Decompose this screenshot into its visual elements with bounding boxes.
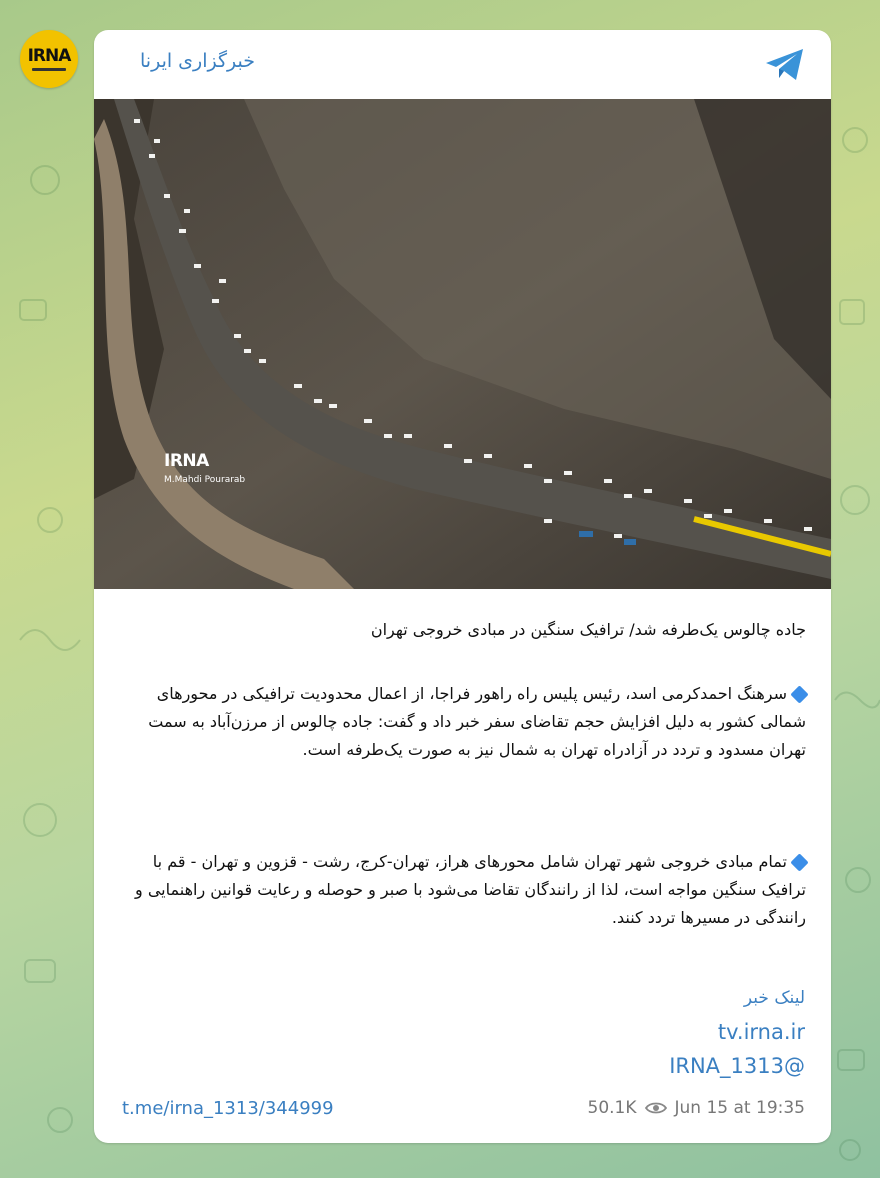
- message-header: [94, 30, 831, 100]
- telegram-icon[interactable]: [764, 48, 806, 82]
- avatar-logo-underline: [32, 68, 66, 71]
- blue-diamond-icon: [790, 685, 808, 703]
- tv-link[interactable]: tv.irna.ir: [717, 1020, 805, 1044]
- photo-watermark: [164, 451, 245, 485]
- aerial-road-image: [94, 99, 831, 589]
- post-paragraph-1: [130, 680, 806, 764]
- post-timestamp: Jun 15 at 19:35: [674, 1098, 805, 1118]
- view-count: 50.1K: [587, 1098, 637, 1118]
- post-meta: [588, 1098, 805, 1118]
- message-card: [94, 30, 831, 1143]
- news-link-label[interactable]: لینک خبر: [743, 988, 805, 1008]
- photo-credit: M.Mahdi Pourarab: [164, 475, 246, 485]
- blue-diamond-icon: [790, 853, 808, 871]
- paragraph-1-text: سرهنگ احمدکرمی اسد، رئیس پلیس راه راهور فراجا، از اعمال محدودیت ترافیکی در محورهای شمالی کشور به دلیل افزایش حجم تقاضای سفر خبر داد و گفت: جاده چالوس از مرزن‌آباد به سمت تهران مسدود و تردد در آزادراه تهران به شمال نیز به صورت یک‌طرفه است.: [148, 684, 806, 759]
- news-photo[interactable]: [94, 99, 831, 589]
- post-paragraph-2: [130, 848, 806, 932]
- channel-avatar[interactable]: [20, 30, 78, 88]
- channel-handle-link[interactable]: IRNA_1313@: [669, 1054, 805, 1078]
- channel-name[interactable]: خبرگزاری ایرنا: [140, 50, 255, 72]
- watermark-logo: IRNA: [164, 451, 209, 471]
- post-title: جاده چالوس یک‌طرفه شد/ ترافیک سنگین در مبادی خروجی تهران: [370, 620, 806, 639]
- paragraph-2-text: تمام مبادی خروجی شهر تهران شامل محورهای هراز، تهران-کرج، رشت - قزوین و تهران - قم با ترافیک سنگین مواجه است، لذا از رانندگان تقاضا می‌شود با صبر و حوصله و رعایت قوانین راهنمایی و رانندگی در مسیرها تردد کنند.: [135, 852, 806, 927]
- eye-icon: [645, 1101, 667, 1115]
- avatar-logo-text: IRNA: [27, 45, 71, 66]
- post-permalink[interactable]: t.me/irna_1313/344999: [122, 1098, 334, 1119]
